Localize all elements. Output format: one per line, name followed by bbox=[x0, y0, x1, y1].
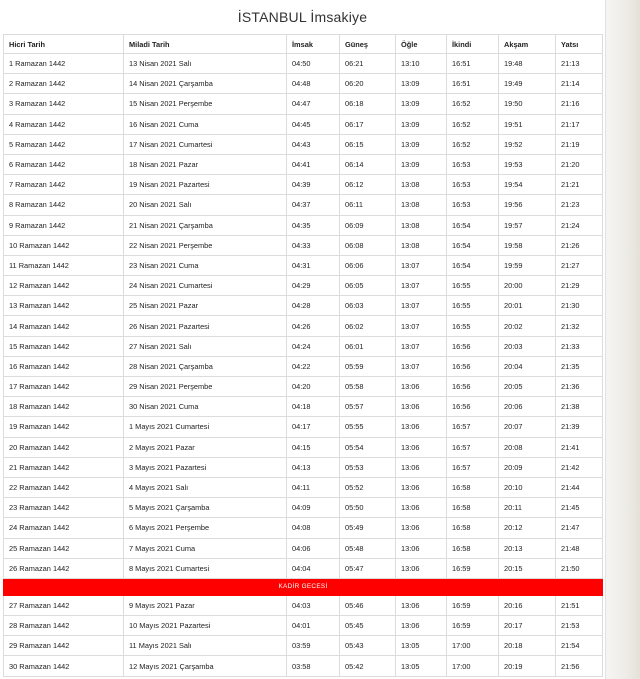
table-row bbox=[4, 54, 603, 74]
table-row bbox=[4, 276, 603, 296]
ikindi-cell: 16:58 bbox=[447, 518, 499, 538]
table-row bbox=[4, 235, 603, 255]
hicri-tarih-cell: 26 Ramazan 1442 bbox=[4, 558, 124, 578]
table-row bbox=[4, 397, 603, 417]
header-hicri-tarih: Hicri Tarih bbox=[4, 35, 124, 54]
imsak-cell: 04:48 bbox=[287, 74, 340, 94]
hicri-tarih-cell: 22 Ramazan 1442 bbox=[4, 477, 124, 497]
aksam-cell: 20:19 bbox=[499, 656, 556, 676]
ikindi-cell: 16:56 bbox=[447, 356, 499, 376]
imsak-cell: 04:18 bbox=[287, 397, 340, 417]
ogle-cell: 13:05 bbox=[396, 656, 447, 676]
gunes-cell: 06:17 bbox=[340, 114, 396, 134]
hicri-tarih-cell: 23 Ramazan 1442 bbox=[4, 498, 124, 518]
yatsi-cell: 21:54 bbox=[556, 636, 603, 656]
ikindi-cell: 16:53 bbox=[447, 175, 499, 195]
gunes-cell: 05:43 bbox=[340, 636, 396, 656]
imsak-cell: 03:59 bbox=[287, 636, 340, 656]
miladi-tarih-cell: 15 Nisan 2021 Perşembe bbox=[124, 94, 287, 114]
ogle-cell: 13:06 bbox=[396, 457, 447, 477]
table-row bbox=[4, 595, 603, 615]
header-miladi-tarih: Miladi Tarih bbox=[124, 35, 287, 54]
miladi-tarih-cell: 14 Nisan 2021 Çarşamba bbox=[124, 74, 287, 94]
yatsi-cell: 21:26 bbox=[556, 235, 603, 255]
imsak-cell: 04:39 bbox=[287, 175, 340, 195]
miladi-tarih-cell: 1 Mayıs 2021 Cumartesi bbox=[124, 417, 287, 437]
miladi-tarih-cell: 22 Nisan 2021 Perşembe bbox=[124, 235, 287, 255]
yatsi-cell: 21:29 bbox=[556, 276, 603, 296]
hicri-tarih-cell: 14 Ramazan 1442 bbox=[4, 316, 124, 336]
aksam-cell: 20:00 bbox=[499, 276, 556, 296]
ogle-cell: 13:07 bbox=[396, 356, 447, 376]
imsak-cell: 04:13 bbox=[287, 457, 340, 477]
hicri-tarih-cell: 11 Ramazan 1442 bbox=[4, 255, 124, 275]
gunes-cell: 05:59 bbox=[340, 356, 396, 376]
hicri-tarih-cell: 19 Ramazan 1442 bbox=[4, 417, 124, 437]
ikindi-cell: 16:52 bbox=[447, 134, 499, 154]
ogle-cell: 13:09 bbox=[396, 154, 447, 174]
table-row bbox=[4, 377, 603, 397]
imsak-cell: 04:08 bbox=[287, 518, 340, 538]
ogle-cell: 13:06 bbox=[396, 616, 447, 636]
aksam-cell: 19:58 bbox=[499, 235, 556, 255]
yatsi-cell: 21:42 bbox=[556, 457, 603, 477]
miladi-tarih-cell: 9 Mayıs 2021 Pazar bbox=[124, 595, 287, 615]
aksam-cell: 20:10 bbox=[499, 477, 556, 497]
miladi-tarih-cell: 29 Nisan 2021 Perşembe bbox=[124, 377, 287, 397]
gunes-cell: 05:52 bbox=[340, 477, 396, 497]
table-row bbox=[4, 175, 603, 195]
table-body-after bbox=[4, 595, 603, 676]
miladi-tarih-cell: 5 Mayıs 2021 Çarşamba bbox=[124, 498, 287, 518]
ikindi-cell: 17:00 bbox=[447, 636, 499, 656]
aksam-cell: 20:08 bbox=[499, 437, 556, 457]
miladi-tarih-cell: 28 Nisan 2021 Çarşamba bbox=[124, 356, 287, 376]
miladi-tarih-cell: 19 Nisan 2021 Pazartesi bbox=[124, 175, 287, 195]
ikindi-cell: 16:57 bbox=[447, 437, 499, 457]
hicri-tarih-cell: 6 Ramazan 1442 bbox=[4, 154, 124, 174]
table-row bbox=[4, 154, 603, 174]
ogle-cell: 13:09 bbox=[396, 134, 447, 154]
table-row bbox=[4, 457, 603, 477]
gunes-cell: 05:42 bbox=[340, 656, 396, 676]
imsak-cell: 04:29 bbox=[287, 276, 340, 296]
ikindi-cell: 16:53 bbox=[447, 154, 499, 174]
gunes-cell: 05:55 bbox=[340, 417, 396, 437]
gunes-cell: 06:06 bbox=[340, 255, 396, 275]
ogle-cell: 13:07 bbox=[396, 296, 447, 316]
ikindi-cell: 16:55 bbox=[447, 276, 499, 296]
yatsi-cell: 21:33 bbox=[556, 336, 603, 356]
hicri-tarih-cell: 20 Ramazan 1442 bbox=[4, 437, 124, 457]
header-ikindi: İkindi bbox=[447, 35, 499, 54]
ogle-cell: 13:06 bbox=[396, 417, 447, 437]
table-row bbox=[4, 477, 603, 497]
ogle-cell: 13:09 bbox=[396, 74, 447, 94]
aksam-cell: 20:04 bbox=[499, 356, 556, 376]
hicri-tarih-cell: 5 Ramazan 1442 bbox=[4, 134, 124, 154]
gunes-cell: 06:02 bbox=[340, 316, 396, 336]
miladi-tarih-cell: 13 Nisan 2021 Salı bbox=[124, 54, 287, 74]
ikindi-cell: 16:58 bbox=[447, 498, 499, 518]
aksam-cell: 19:56 bbox=[499, 195, 556, 215]
hicri-tarih-cell: 18 Ramazan 1442 bbox=[4, 397, 124, 417]
imsak-cell: 04:24 bbox=[287, 336, 340, 356]
hicri-tarih-cell: 12 Ramazan 1442 bbox=[4, 276, 124, 296]
table-row bbox=[4, 94, 603, 114]
aksam-cell: 20:12 bbox=[499, 518, 556, 538]
yatsi-cell: 21:35 bbox=[556, 356, 603, 376]
ikindi-cell: 16:54 bbox=[447, 235, 499, 255]
hicri-tarih-cell: 24 Ramazan 1442 bbox=[4, 518, 124, 538]
table-row bbox=[4, 656, 603, 676]
yatsi-cell: 21:38 bbox=[556, 397, 603, 417]
yatsi-cell: 21:56 bbox=[556, 656, 603, 676]
gunes-cell: 06:01 bbox=[340, 336, 396, 356]
imsak-cell: 04:06 bbox=[287, 538, 340, 558]
table-row bbox=[4, 356, 603, 376]
hicri-tarih-cell: 8 Ramazan 1442 bbox=[4, 195, 124, 215]
aksam-cell: 19:57 bbox=[499, 215, 556, 235]
imsak-cell: 04:11 bbox=[287, 477, 340, 497]
hicri-tarih-cell: 27 Ramazan 1442 bbox=[4, 595, 124, 615]
ikindi-cell: 16:52 bbox=[447, 114, 499, 134]
ikindi-cell: 16:51 bbox=[447, 54, 499, 74]
hicri-tarih-cell: 25 Ramazan 1442 bbox=[4, 538, 124, 558]
gunes-cell: 05:49 bbox=[340, 518, 396, 538]
yatsi-cell: 21:13 bbox=[556, 54, 603, 74]
header-imsak: İmsak bbox=[287, 35, 340, 54]
table-row bbox=[4, 255, 603, 275]
ogle-cell: 13:10 bbox=[396, 54, 447, 74]
hicri-tarih-cell: 3 Ramazan 1442 bbox=[4, 94, 124, 114]
ikindi-cell: 16:57 bbox=[447, 417, 499, 437]
hicri-tarih-cell: 7 Ramazan 1442 bbox=[4, 175, 124, 195]
yatsi-cell: 21:36 bbox=[556, 377, 603, 397]
imsak-cell: 04:26 bbox=[287, 316, 340, 336]
table-row bbox=[4, 296, 603, 316]
miladi-tarih-cell: 24 Nisan 2021 Cumartesi bbox=[124, 276, 287, 296]
ogle-cell: 13:06 bbox=[396, 477, 447, 497]
miladi-tarih-cell: 20 Nisan 2021 Salı bbox=[124, 195, 287, 215]
gunes-cell: 06:05 bbox=[340, 276, 396, 296]
miladi-tarih-cell: 23 Nisan 2021 Cuma bbox=[124, 255, 287, 275]
ikindi-cell: 16:58 bbox=[447, 477, 499, 497]
ikindi-cell: 16:55 bbox=[447, 316, 499, 336]
imsak-cell: 04:28 bbox=[287, 296, 340, 316]
gunes-cell: 05:47 bbox=[340, 558, 396, 578]
ikindi-cell: 16:59 bbox=[447, 616, 499, 636]
aksam-cell: 19:52 bbox=[499, 134, 556, 154]
ikindi-cell: 16:52 bbox=[447, 94, 499, 114]
gunes-cell: 05:45 bbox=[340, 616, 396, 636]
ogle-cell: 13:07 bbox=[396, 276, 447, 296]
table-row bbox=[4, 114, 603, 134]
gunes-cell: 05:58 bbox=[340, 377, 396, 397]
table-row bbox=[4, 417, 603, 437]
imsak-cell: 03:58 bbox=[287, 656, 340, 676]
page-title: İSTANBUL İmsakiye bbox=[237, 9, 368, 25]
ikindi-cell: 16:53 bbox=[447, 195, 499, 215]
yatsi-cell: 21:14 bbox=[556, 74, 603, 94]
ogle-cell: 13:07 bbox=[396, 336, 447, 356]
miladi-tarih-cell: 18 Nisan 2021 Pazar bbox=[124, 154, 287, 174]
hicri-tarih-cell: 30 Ramazan 1442 bbox=[4, 656, 124, 676]
gunes-cell: 06:14 bbox=[340, 154, 396, 174]
hicri-tarih-cell: 28 Ramazan 1442 bbox=[4, 616, 124, 636]
gunes-cell: 05:54 bbox=[340, 437, 396, 457]
ikindi-cell: 16:54 bbox=[447, 215, 499, 235]
aksam-cell: 19:54 bbox=[499, 175, 556, 195]
aksam-cell: 19:49 bbox=[499, 74, 556, 94]
gunes-cell: 06:09 bbox=[340, 215, 396, 235]
header-yatsi: Yatsı bbox=[556, 35, 603, 54]
imsak-cell: 04:22 bbox=[287, 356, 340, 376]
ogle-cell: 13:09 bbox=[396, 94, 447, 114]
yatsi-cell: 21:17 bbox=[556, 114, 603, 134]
yatsi-cell: 21:19 bbox=[556, 134, 603, 154]
yatsi-cell: 21:21 bbox=[556, 175, 603, 195]
gunes-cell: 05:48 bbox=[340, 538, 396, 558]
yatsi-cell: 21:20 bbox=[556, 154, 603, 174]
ogle-cell: 13:06 bbox=[396, 377, 447, 397]
table-row bbox=[4, 558, 603, 578]
table-header-row bbox=[4, 35, 603, 54]
ikindi-cell: 17:00 bbox=[447, 656, 499, 676]
hicri-tarih-cell: 1 Ramazan 1442 bbox=[4, 54, 124, 74]
hicri-tarih-cell: 16 Ramazan 1442 bbox=[4, 356, 124, 376]
aksam-cell: 20:17 bbox=[499, 616, 556, 636]
hicri-tarih-cell: 4 Ramazan 1442 bbox=[4, 114, 124, 134]
gunes-cell: 05:46 bbox=[340, 595, 396, 615]
aksam-cell: 19:53 bbox=[499, 154, 556, 174]
ogle-cell: 13:07 bbox=[396, 316, 447, 336]
table-row bbox=[4, 538, 603, 558]
yatsi-cell: 21:30 bbox=[556, 296, 603, 316]
gunes-cell: 05:53 bbox=[340, 457, 396, 477]
table-row bbox=[4, 437, 603, 457]
ikindi-cell: 16:56 bbox=[447, 397, 499, 417]
miladi-tarih-cell: 2 Mayıs 2021 Pazar bbox=[124, 437, 287, 457]
yatsi-cell: 21:53 bbox=[556, 616, 603, 636]
ikindi-cell: 16:58 bbox=[447, 538, 499, 558]
hicri-tarih-cell: 9 Ramazan 1442 bbox=[4, 215, 124, 235]
hicri-tarih-cell: 10 Ramazan 1442 bbox=[4, 235, 124, 255]
gunes-cell: 06:12 bbox=[340, 175, 396, 195]
miladi-tarih-cell: 7 Mayıs 2021 Cuma bbox=[124, 538, 287, 558]
ogle-cell: 13:06 bbox=[396, 538, 447, 558]
table-row bbox=[4, 498, 603, 518]
ikindi-cell: 16:59 bbox=[447, 558, 499, 578]
yatsi-cell: 21:16 bbox=[556, 94, 603, 114]
miladi-tarih-cell: 16 Nisan 2021 Cuma bbox=[124, 114, 287, 134]
miladi-tarih-cell: 30 Nisan 2021 Cuma bbox=[124, 397, 287, 417]
hicri-tarih-cell: 2 Ramazan 1442 bbox=[4, 74, 124, 94]
imsak-cell: 04:41 bbox=[287, 154, 340, 174]
ogle-cell: 13:08 bbox=[396, 235, 447, 255]
yatsi-cell: 21:27 bbox=[556, 255, 603, 275]
ogle-cell: 13:06 bbox=[396, 437, 447, 457]
ikindi-cell: 16:59 bbox=[447, 595, 499, 615]
imsak-cell: 04:04 bbox=[287, 558, 340, 578]
gunes-cell: 06:18 bbox=[340, 94, 396, 114]
yatsi-cell: 21:45 bbox=[556, 498, 603, 518]
hicri-tarih-cell: 13 Ramazan 1442 bbox=[4, 296, 124, 316]
aksam-cell: 20:13 bbox=[499, 538, 556, 558]
ogle-cell: 13:08 bbox=[396, 215, 447, 235]
miladi-tarih-cell: 11 Mayıs 2021 Salı bbox=[124, 636, 287, 656]
aksam-cell: 20:03 bbox=[499, 336, 556, 356]
miladi-tarih-cell: 8 Mayıs 2021 Cumartesi bbox=[124, 558, 287, 578]
imsak-cell: 04:37 bbox=[287, 195, 340, 215]
ogle-cell: 13:06 bbox=[396, 498, 447, 518]
miladi-tarih-cell: 3 Mayıs 2021 Pazartesi bbox=[124, 457, 287, 477]
ikindi-cell: 16:57 bbox=[447, 457, 499, 477]
ogle-cell: 13:06 bbox=[396, 595, 447, 615]
yatsi-cell: 21:50 bbox=[556, 558, 603, 578]
ikindi-cell: 16:56 bbox=[447, 377, 499, 397]
yatsi-cell: 21:39 bbox=[556, 417, 603, 437]
gunes-cell: 06:03 bbox=[340, 296, 396, 316]
imsak-cell: 04:31 bbox=[287, 255, 340, 275]
gunes-cell: 06:20 bbox=[340, 74, 396, 94]
imsak-cell: 04:33 bbox=[287, 235, 340, 255]
yatsi-cell: 21:48 bbox=[556, 538, 603, 558]
table-row bbox=[4, 336, 603, 356]
miladi-tarih-cell: 27 Nisan 2021 Salı bbox=[124, 336, 287, 356]
gunes-cell: 06:08 bbox=[340, 235, 396, 255]
miladi-tarih-cell: 21 Nisan 2021 Çarşamba bbox=[124, 215, 287, 235]
table-body-special bbox=[4, 578, 603, 595]
aksam-cell: 19:48 bbox=[499, 54, 556, 74]
kadir-gecesi-row bbox=[4, 578, 603, 595]
aksam-cell: 20:01 bbox=[499, 296, 556, 316]
ogle-cell: 13:08 bbox=[396, 175, 447, 195]
ikindi-cell: 16:54 bbox=[447, 255, 499, 275]
table-body-before bbox=[4, 54, 603, 579]
hicri-tarih-cell: 17 Ramazan 1442 bbox=[4, 377, 124, 397]
aksam-cell: 19:50 bbox=[499, 94, 556, 114]
yatsi-cell: 21:32 bbox=[556, 316, 603, 336]
ikindi-cell: 16:55 bbox=[447, 296, 499, 316]
hicri-tarih-cell: 29 Ramazan 1442 bbox=[4, 636, 124, 656]
imsak-cell: 04:20 bbox=[287, 377, 340, 397]
gunes-cell: 06:11 bbox=[340, 195, 396, 215]
ogle-cell: 13:08 bbox=[396, 195, 447, 215]
yatsi-cell: 21:51 bbox=[556, 595, 603, 615]
imsak-cell: 04:35 bbox=[287, 215, 340, 235]
yatsi-cell: 21:44 bbox=[556, 477, 603, 497]
aksam-cell: 20:11 bbox=[499, 498, 556, 518]
hicri-tarih-cell: 15 Ramazan 1442 bbox=[4, 336, 124, 356]
header-gunes: Güneş bbox=[340, 35, 396, 54]
imsak-cell: 04:50 bbox=[287, 54, 340, 74]
imsak-cell: 04:15 bbox=[287, 437, 340, 457]
table-row bbox=[4, 518, 603, 538]
gunes-cell: 05:50 bbox=[340, 498, 396, 518]
hicri-tarih-cell: 21 Ramazan 1442 bbox=[4, 457, 124, 477]
table-row bbox=[4, 636, 603, 656]
ikindi-cell: 16:56 bbox=[447, 336, 499, 356]
imsakiye-table bbox=[3, 34, 603, 677]
header-ogle: Öğle bbox=[396, 35, 447, 54]
table-row bbox=[4, 74, 603, 94]
ogle-cell: 13:09 bbox=[396, 114, 447, 134]
ogle-cell: 13:05 bbox=[396, 636, 447, 656]
ogle-cell: 13:06 bbox=[396, 558, 447, 578]
aksam-cell: 20:18 bbox=[499, 636, 556, 656]
miladi-tarih-cell: 10 Mayıs 2021 Pazartesi bbox=[124, 616, 287, 636]
aksam-cell: 20:06 bbox=[499, 397, 556, 417]
aksam-cell: 20:09 bbox=[499, 457, 556, 477]
table-row bbox=[4, 616, 603, 636]
yatsi-cell: 21:23 bbox=[556, 195, 603, 215]
aksam-cell: 20:16 bbox=[499, 595, 556, 615]
miladi-tarih-cell: 4 Mayıs 2021 Salı bbox=[124, 477, 287, 497]
yatsi-cell: 21:47 bbox=[556, 518, 603, 538]
imsak-cell: 04:01 bbox=[287, 616, 340, 636]
table-row bbox=[4, 195, 603, 215]
table-row bbox=[4, 134, 603, 154]
gunes-cell: 06:21 bbox=[340, 54, 396, 74]
kadir-gecesi-label: KADİR GECESİ bbox=[4, 578, 603, 595]
ogle-cell: 13:06 bbox=[396, 397, 447, 417]
ogle-cell: 13:07 bbox=[396, 255, 447, 275]
miladi-tarih-cell: 12 Mayıs 2021 Çarşamba bbox=[124, 656, 287, 676]
aksam-cell: 20:05 bbox=[499, 377, 556, 397]
aksam-cell: 20:07 bbox=[499, 417, 556, 437]
imsak-cell: 04:17 bbox=[287, 417, 340, 437]
table-row bbox=[4, 316, 603, 336]
page-background bbox=[606, 0, 640, 679]
table-row bbox=[4, 215, 603, 235]
yatsi-cell: 21:24 bbox=[556, 215, 603, 235]
aksam-cell: 20:15 bbox=[499, 558, 556, 578]
ogle-cell: 13:06 bbox=[396, 518, 447, 538]
miladi-tarih-cell: 6 Mayıs 2021 Perşembe bbox=[124, 518, 287, 538]
gunes-cell: 06:15 bbox=[340, 134, 396, 154]
imsak-cell: 04:09 bbox=[287, 498, 340, 518]
imsak-cell: 04:47 bbox=[287, 94, 340, 114]
aksam-cell: 20:02 bbox=[499, 316, 556, 336]
aksam-cell: 19:59 bbox=[499, 255, 556, 275]
imsak-cell: 04:03 bbox=[287, 595, 340, 615]
miladi-tarih-cell: 26 Nisan 2021 Pazartesi bbox=[124, 316, 287, 336]
yatsi-cell: 21:41 bbox=[556, 437, 603, 457]
header-aksam: Akşam bbox=[499, 35, 556, 54]
imsak-cell: 04:45 bbox=[287, 114, 340, 134]
miladi-tarih-cell: 25 Nisan 2021 Pazar bbox=[124, 296, 287, 316]
ikindi-cell: 16:51 bbox=[447, 74, 499, 94]
miladi-tarih-cell: 17 Nisan 2021 Cumartesi bbox=[124, 134, 287, 154]
aksam-cell: 19:51 bbox=[499, 114, 556, 134]
gunes-cell: 05:57 bbox=[340, 397, 396, 417]
imsak-cell: 04:43 bbox=[287, 134, 340, 154]
